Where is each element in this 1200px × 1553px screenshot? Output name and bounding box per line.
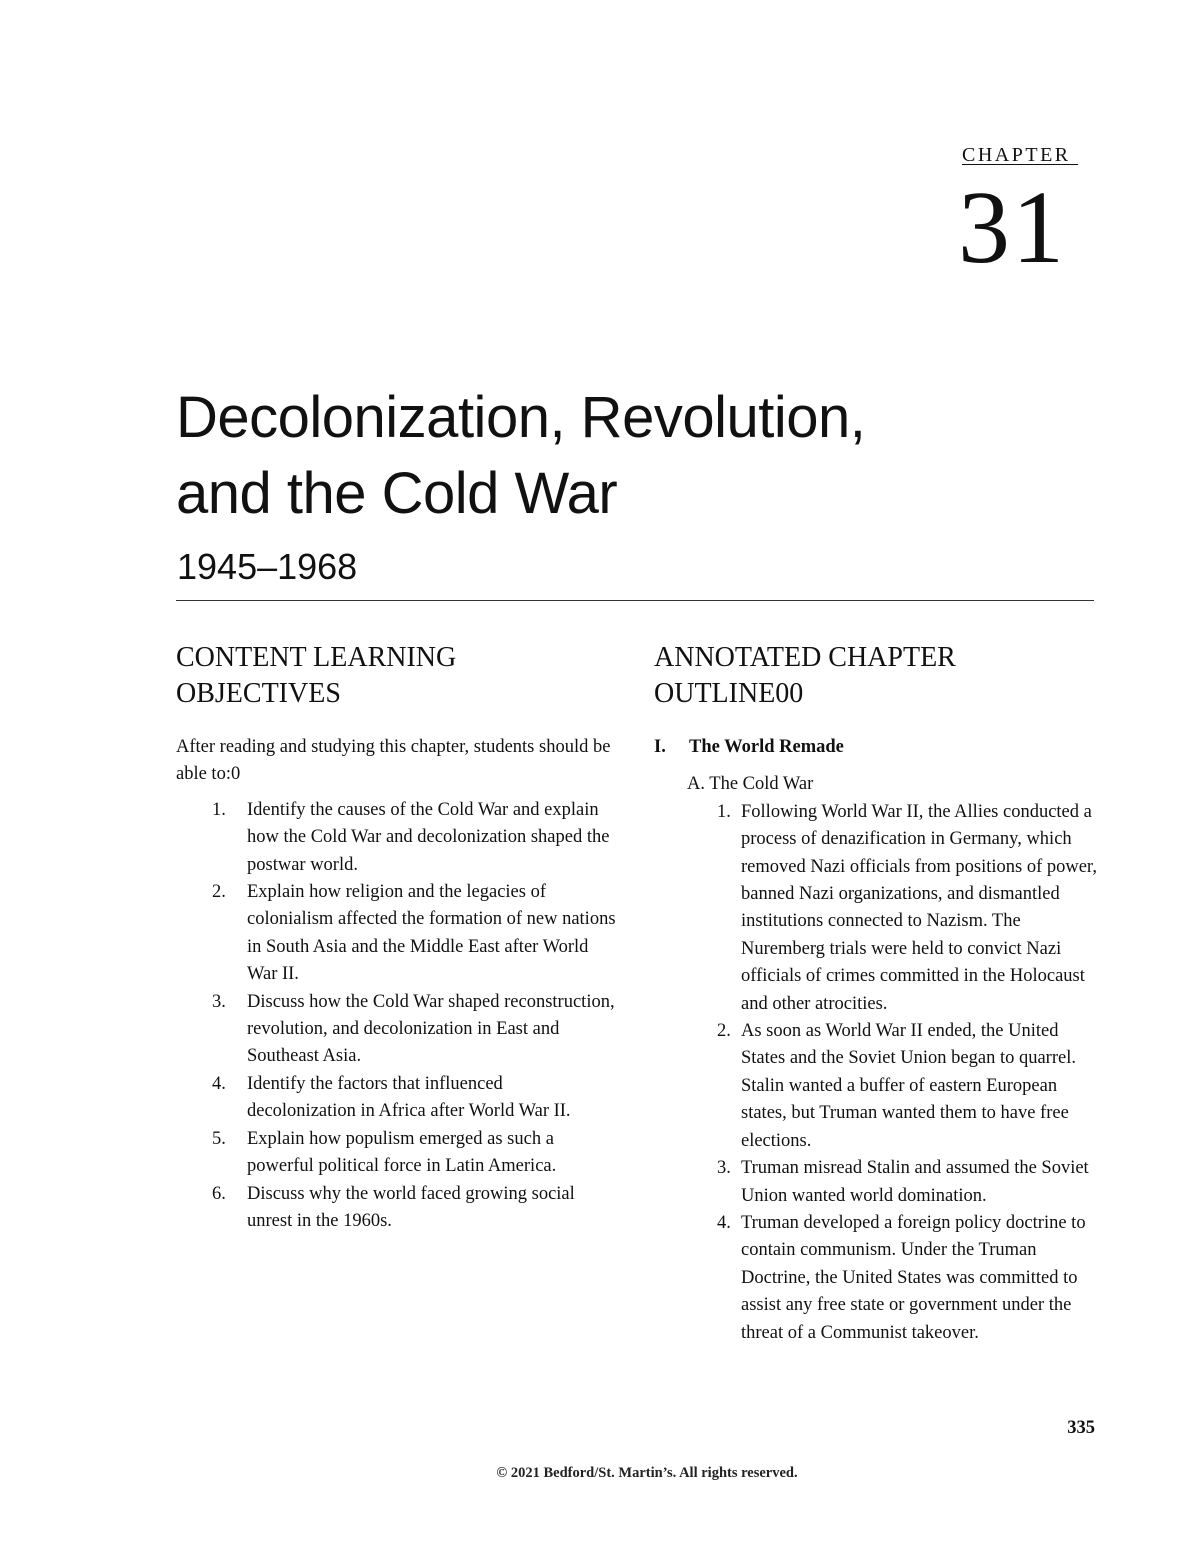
list-item-number: 6. xyxy=(212,1183,226,1204)
list-item xyxy=(176,989,616,1071)
list-item-text: Discuss why the world faced growing social unrest in the 1960s. xyxy=(247,1183,575,1231)
chapter-dates: 1945–1968 xyxy=(177,546,358,587)
list-item-number: 3. xyxy=(717,1158,731,1179)
copyright-notice: © 2021 Bedford/St. Martin’s. All rights reserved. xyxy=(496,1465,798,1481)
list-item-number: 2. xyxy=(212,882,226,903)
outline-subsection: A. The Cold War xyxy=(687,774,814,795)
list-item xyxy=(654,1155,1100,1210)
list-item-text: Discuss how the Cold War shaped reconstruction, revolution, and decolonization in East and Southeast Asia. xyxy=(247,991,615,1067)
list-item-number: 3. xyxy=(212,991,226,1012)
list-item xyxy=(176,1071,616,1126)
list-item xyxy=(654,1018,1100,1155)
list-item-text: Explain how populism emerged as such a powerful political force in Latin America. xyxy=(247,1128,557,1177)
outline-section-heading xyxy=(654,734,1100,761)
list-item-number: 5. xyxy=(212,1128,226,1149)
list-item-text: Explain how religion and the legacies of colonialism affected the formation of new nations in South Asia and the Middle East after World War II. xyxy=(247,882,616,985)
chapter-title-line-2: and the Cold War xyxy=(176,461,618,526)
list-item-number: 4. xyxy=(717,1212,731,1233)
list-item xyxy=(176,1181,616,1236)
list-item-text: Identify the causes of the Cold War and explain how the Cold War and decolonization shaped the postwar world. xyxy=(247,799,610,875)
section-title: The World Remade xyxy=(689,737,844,757)
outline-column xyxy=(654,734,1100,1347)
outline-heading-line-1: ANNOTATED CHAPTER xyxy=(654,642,956,673)
chapter-label: CHAPTER xyxy=(962,144,1079,166)
list-item-number: 1. xyxy=(212,799,226,820)
list-item xyxy=(654,799,1100,1018)
objectives-list xyxy=(176,797,616,1236)
list-item xyxy=(654,1210,1100,1347)
list-item-text: Truman developed a foreign policy doctrine to contain communism. Under the Truman Doctrine, the United States was committed to assist any free state or government under the threat of a Communist takeover. xyxy=(741,1212,1086,1343)
list-item xyxy=(176,879,616,989)
list-item-number: 4. xyxy=(212,1073,226,1094)
list-item-number: 2. xyxy=(717,1021,731,1042)
objectives-heading-line-1: CONTENT LEARNING xyxy=(176,642,457,673)
outline-points-list xyxy=(654,799,1100,1347)
objectives-intro: After reading and studying this chapter, students should be able to:0 xyxy=(176,737,611,785)
objectives-heading-line-2: OBJECTIVES xyxy=(176,678,341,709)
outline-heading xyxy=(654,640,956,712)
list-item-text: Identify the factors that influenced decolonization in Africa after World War II. xyxy=(247,1073,571,1122)
chapter-number: 31 xyxy=(958,170,1066,285)
title-divider xyxy=(176,600,1094,601)
objectives-heading xyxy=(176,640,456,712)
outline-heading-line-2: OUTLINE00 xyxy=(654,678,804,709)
list-item-text: Following World War II, the Allies conducted a process of denazification in Germany, which removed Nazi officials from positions of power, banned Nazi organizations, and dismantled institutions connected to Nazism. The Nuremberg trials were held to convict Nazi officials of crimes committed in the Holocaust and other atrocities. xyxy=(741,801,1097,1014)
list-item-text: Truman misread Stalin and assumed the Soviet Union wanted world domination. xyxy=(741,1158,1089,1206)
objectives-column xyxy=(176,734,616,1235)
list-item-number: 1. xyxy=(717,801,731,822)
list-item-text: As soon as World War II ended, the United States and the Soviet Union began to quarrel. Stalin wanted a buffer of eastern European states, but Truman wanted them to have free elections. xyxy=(741,1021,1076,1151)
section-numeral: I. xyxy=(654,737,666,757)
chapter-title-line-1: Decolonization, Revolution, xyxy=(176,385,866,450)
chapter-title xyxy=(176,380,1076,532)
list-item xyxy=(176,797,616,879)
page-number: 335 xyxy=(1067,1418,1095,1438)
list-item xyxy=(176,1126,616,1181)
